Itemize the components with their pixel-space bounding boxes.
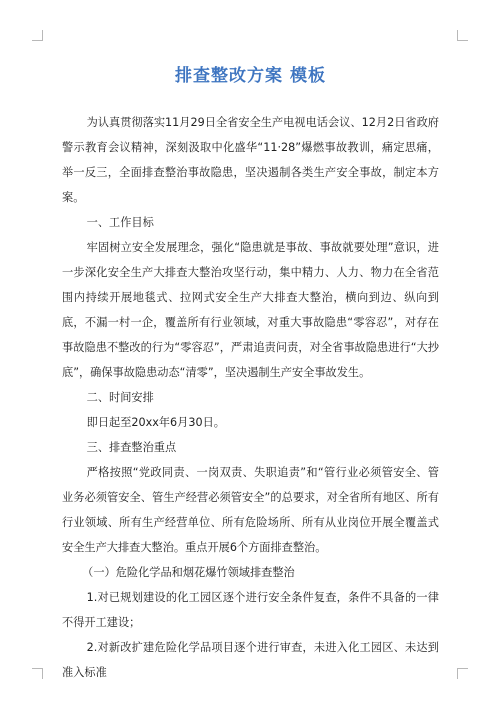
crop-mark-top-left [32,30,43,41]
document-body [62,66,439,685]
section-heading-schedule: 二、时间安排 [86,391,154,404]
crop-mark-top-right [457,30,468,41]
section-heading-goals: 一、工作目标 [86,216,154,229]
goals-paragraph: 牢固树立安全发展理念，强化“隐患就是事故、事故就要处理”意识，进一步深化安全生产大排查大整治攻坚行动，集中精力、人力、物力在全省范围内持续开展地毯式、拉网式安全生产大排查大整治，横向到边、纵向到底，不漏一村一企，覆盖所有行业领域，对重大事故隐患“零容忍”，对存在事故隐患不整改的行为“零容忍”，严肃追责问责，对全省事故隐患进行“大抄底”，确保事故隐患动态“清零”，坚决遏制生产安全事故发生。 [62,241,439,379]
crop-mark-bottom-left [32,668,43,679]
intro-paragraph: 为认真贯彻落实11月29日全省安全生产电视电话会议、12月2日省政府警示教育会议精神，深刻汲取中化盛华“11·28”爆燃事故教训，痛定思痛，举一反三，全面排查整治事故隐患，坚决遏制各类生产安全事故，制定本方案。 [62,116,439,204]
focus-paragraph: 严格按照“党政同责、一岗双责、失职追责”和“管行业必须管安全、管业务必须管安全、管生产经营必须管安全”的总要求，对全省所有地区、所有行业领域、所有生产经营单位、所有危险场所、所有从业岗位开展全覆盖式安全生产大排查大整治。重点开展6个方面排查整治。 [62,466,439,554]
item-1-paragraph: 1.对已规划建设的化工园区逐个进行安全条件复查，条件不具备的一律不得开工建设； [62,591,439,629]
schedule-paragraph: 即日起至20xx年6月30日。 [86,416,225,429]
document-title: 排查整改方案 模板 [175,66,326,86]
subsection-heading-chemicals: （一）危险化学品和烟花爆竹领域排查整治 [82,566,295,579]
crop-mark-bottom-right [457,668,468,679]
section-heading-focus: 三、排查整治重点 [86,441,177,454]
item-2-paragraph: 2.对新改扩建危险化学品项目逐个进行审查，未进入化工园区、未达到准入标准 [62,641,439,679]
